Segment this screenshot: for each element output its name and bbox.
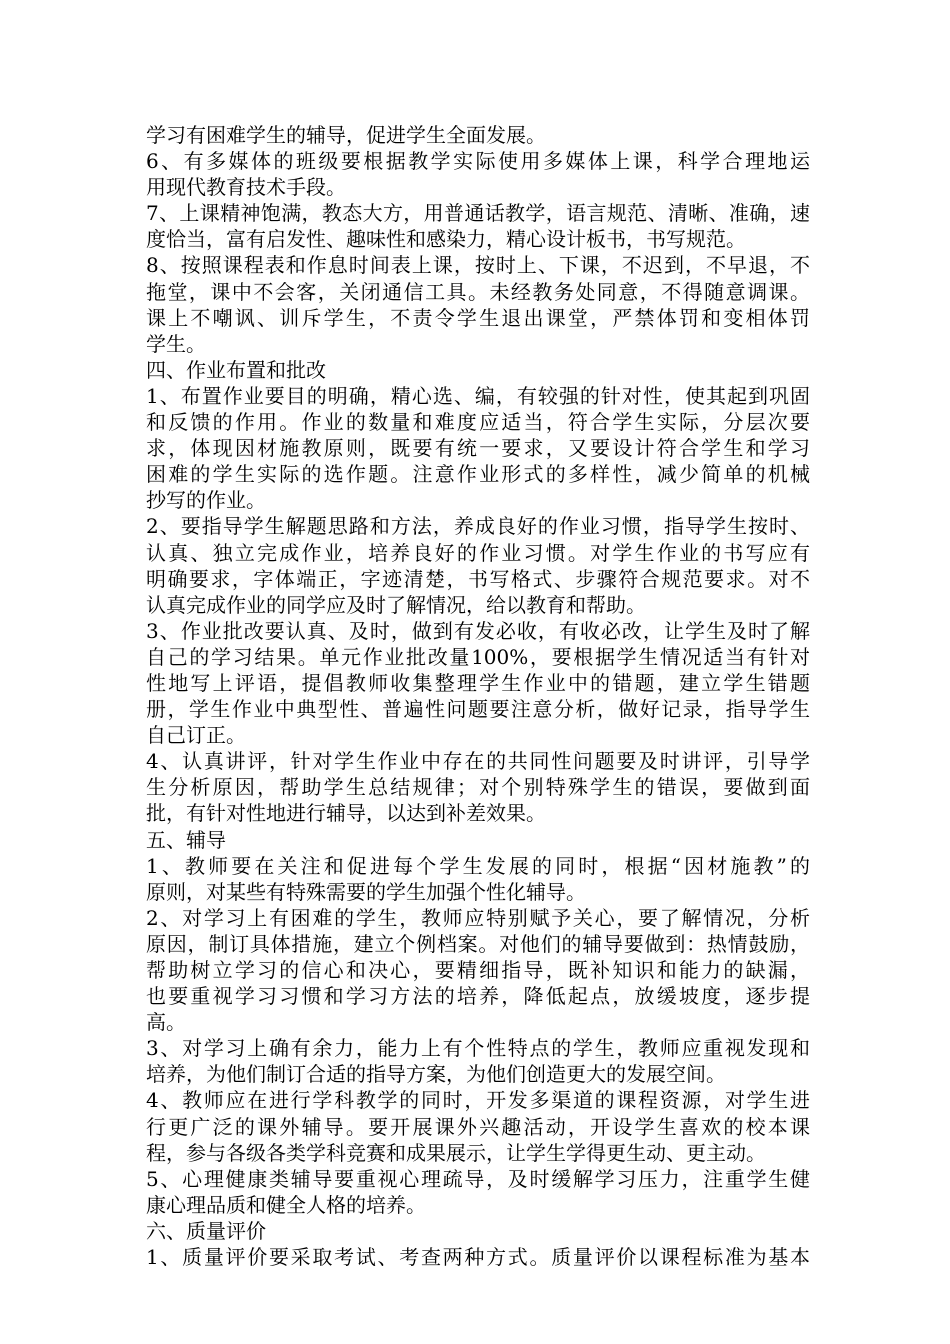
- section-heading: [146, 827, 810, 853]
- document-page: [146, 122, 810, 1270]
- text-line: 学习有困难学生的辅导，促进学生全面发展。: [146, 123, 546, 147]
- text-line: 帮助树立学习的信心和决心，要精细指导，既补知识和能力的缺漏，: [146, 958, 810, 982]
- text-line: 五、辅导: [146, 827, 226, 852]
- text-line: 培养，为他们制订合适的指导方案，为他们创造更大的发展空间。: [146, 1062, 726, 1087]
- text-line: 1、教师要在关注和促进每个学生发展的同时，根据“因材施教”的: [146, 853, 810, 878]
- text-line: 抄写的作业。: [146, 488, 266, 513]
- text-line: 6、有多媒体的班级要根据教学实际使用多媒体上课，科学合理地运: [146, 149, 810, 174]
- text-line: 7、上课精神饱满，教态大方，用普通话教学，语言规范、清晰、准确，速: [146, 201, 810, 226]
- paragraph: [146, 748, 810, 826]
- paragraph: [146, 618, 810, 748]
- text-line: 批，有针对性地进行辅导，以达到补差效果。: [146, 801, 546, 826]
- paragraph: [146, 905, 810, 1035]
- section-heading: [146, 1218, 810, 1244]
- text-line: 4、认真讲评，针对学生作业中存在的共同性问题要及时讲评，引导学: [146, 749, 810, 774]
- text-line: 8、按照课程表和作息时间表上课，按时上、下课，不迟到，不早退，不: [146, 253, 810, 278]
- text-line: 明确要求，字体端正，字迹清楚，书写格式、步骤符合规范要求。对不: [146, 566, 810, 591]
- text-line: 5、心理健康类辅导要重视心理疏导，及时缓解学习压力，注重学生健: [146, 1166, 810, 1191]
- text-line: 康心理品质和健全人格的培养。: [146, 1192, 426, 1217]
- paragraph: [146, 1087, 810, 1165]
- text-line: 拖堂，课中不会客，关闭通信工具。未经教务处同意，不得随意调课。: [146, 279, 810, 304]
- text-line: 认真完成作业的同学应及时了解情况，给以教育和帮助。: [146, 592, 646, 617]
- text-line: 度恰当，富有启发性、趣味性和感染力，精心设计板书，书写规范。: [146, 227, 746, 252]
- text-line: 2、对学习上有困难的学生，教师应特别赋予关心，要了解情况，分析: [146, 905, 810, 930]
- paragraph: [146, 1035, 810, 1087]
- text-line: 用现代教育技术手段。: [146, 175, 346, 200]
- text-line: 求，体现因材施教原则，既要有统一要求，又要设计符合学生和学习: [146, 436, 810, 461]
- paragraph: [146, 383, 810, 513]
- text-line: 认真、独立完成作业，培养良好的作业习惯。对学生作业的书写应有: [146, 540, 810, 565]
- text-line: 1、质量评价要采取考试、考查两种方式。质量评价以课程标准为基本: [146, 1245, 810, 1270]
- text-line: 原因，制订具体措施，建立个例档案。对他们的辅导要做到：热情鼓励，: [146, 931, 810, 956]
- section-heading: [146, 357, 810, 383]
- text-line: 程，参与各级各类学科竞赛和成果展示，让学生学得更生动、更主动。: [146, 1140, 766, 1165]
- paragraph: [146, 1244, 810, 1270]
- text-line: 高。: [146, 1010, 186, 1035]
- text-line: 自己订正。: [146, 723, 246, 748]
- text-line: 六、质量评价: [146, 1218, 266, 1243]
- text-line: 课上不嘲讽、训斥学生，不责令学生退出课堂，严禁体罚和变相体罚: [146, 305, 810, 330]
- text-line: 性地写上评语，提倡教师收集整理学生作业中的错题，建立学生错题: [146, 670, 810, 695]
- text-line: 原则，对某些有特殊需要的学生加强个性化辅导。: [146, 879, 586, 904]
- paragraph: [146, 853, 810, 905]
- text-line: 3、作业批改要认真、及时，做到有发必收，有收必改，让学生及时了解: [146, 618, 810, 643]
- text-line: 生分析原因，帮助学生总结规律；对个别特殊学生的错误，要做到面: [146, 775, 810, 800]
- text-line: 1、布置作业要目的明确，精心选、编，有较强的针对性，使其起到巩固: [146, 383, 810, 408]
- paragraph: [146, 200, 810, 252]
- text-line: 自己的学习结果。单元作业批改量100%，要根据学生情况适当有针对: [146, 644, 810, 669]
- text-line: 2、要指导学生解题思路和方法，养成良好的作业习惯，指导学生按时、: [146, 514, 810, 539]
- text-line: 3、对学习上确有余力，能力上有个性特点的学生，教师应重视发现和: [146, 1036, 810, 1061]
- text-line: 学生。: [146, 331, 206, 356]
- text-line: 行更广泛的课外辅导。要开展课外兴趣活动，开设学生喜欢的校本课: [146, 1114, 810, 1139]
- text-line: 困难的学生实际的选作题。注意作业形式的多样性，减少简单的机械: [146, 462, 810, 487]
- text-line: 四、作业布置和批改: [146, 357, 326, 382]
- text-line: 册，学生作业中典型性、普遍性问题要注意分析，做好记录，指导学生: [146, 697, 810, 722]
- text-line: 也要重视学习习惯和学习方法的培养，降低起点，放缓坡度，逐步提: [146, 984, 810, 1009]
- text-line: 4、教师应在进行学科教学的同时，开发多渠道的课程资源，对学生进: [146, 1088, 810, 1113]
- text-line: 和反馈的作用。作业的数量和难度应适当，符合学生实际，分层次要: [146, 410, 810, 435]
- paragraph: [146, 252, 810, 356]
- paragraph: [146, 148, 810, 200]
- paragraph: [146, 1166, 810, 1218]
- paragraph: [146, 122, 810, 148]
- paragraph: [146, 513, 810, 617]
